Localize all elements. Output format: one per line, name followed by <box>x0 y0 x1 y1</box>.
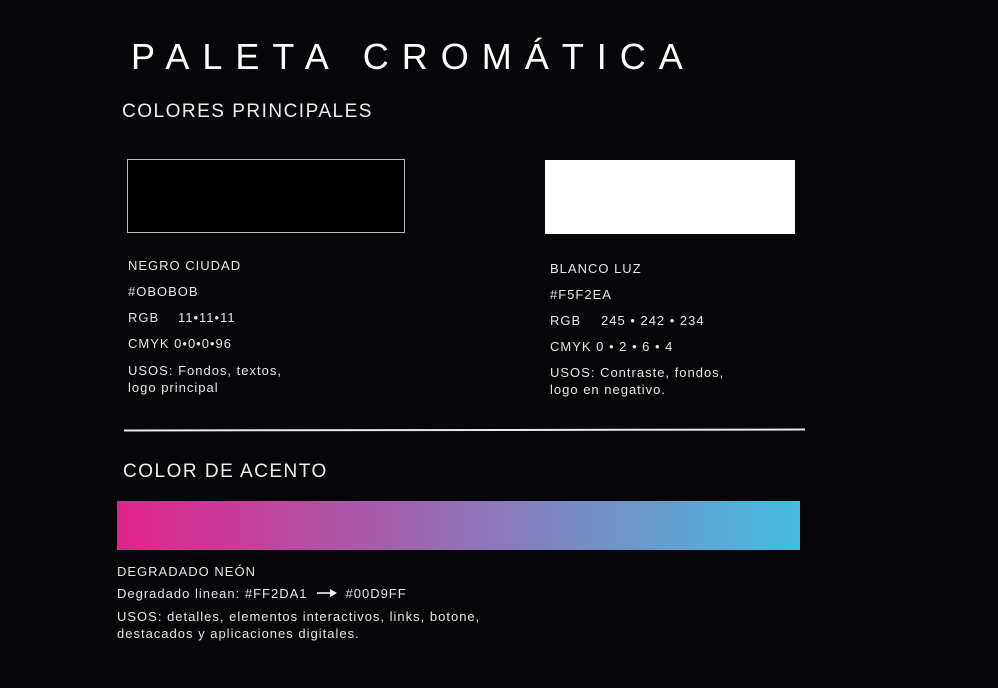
color-hex-blanco: #F5F2EA <box>550 287 612 302</box>
color-usos-negro-line1: USOS: Fondos, textos, <box>128 363 282 378</box>
color-hex-negro: #OBOBOB <box>128 284 199 299</box>
color-name-negro: NEGRO CIUDAD <box>128 258 242 273</box>
color-cmyk-blanco: CMYK 0 • 2 • 6 • 4 <box>550 339 674 354</box>
section-heading-acento: COLOR DE ACENTO <box>123 461 328 482</box>
color-cmyk-negro: CMYK 0•0•0•96 <box>128 336 232 351</box>
accent-gradient-label: Degradado linean: #FF2DA1 <box>117 586 308 601</box>
color-rgb-label-blanco: RGB <box>550 313 582 328</box>
color-rgb-label-negro: RGB <box>128 310 160 325</box>
color-usos-blanco-line1: USOS: Contraste, fondos, <box>550 365 725 380</box>
section-divider <box>124 429 805 432</box>
color-rgb-value-negro: 11•11•11 <box>178 310 236 325</box>
accent-usos-line1: USOS: detalles, elementos interactivos, links, botone, <box>117 609 481 624</box>
swatch-blanco-luz <box>545 160 795 234</box>
section-heading-principales: COLORES PRINCIPALES <box>122 101 373 122</box>
color-name-blanco: BLANCO LUZ <box>550 261 642 276</box>
gradient-swatch-neon <box>117 501 800 550</box>
page-title: PALETA CROMÁTICA <box>131 36 696 77</box>
swatch-negro-ciudad <box>127 159 405 233</box>
accent-usos-line2: destacados y aplicaciones digitales. <box>117 626 360 641</box>
color-usos-negro-line2: logo principal <box>128 380 219 395</box>
accent-gradient-end: #00D9FF <box>345 586 407 601</box>
accent-gradient-text <box>117 586 407 602</box>
arrow-right-icon <box>316 586 338 602</box>
accent-name: DEGRADADO NEÓN <box>117 564 256 579</box>
color-usos-blanco-line2: logo en negativo. <box>550 382 667 397</box>
color-rgb-value-blanco: 245 • 242 • 234 <box>601 313 705 328</box>
